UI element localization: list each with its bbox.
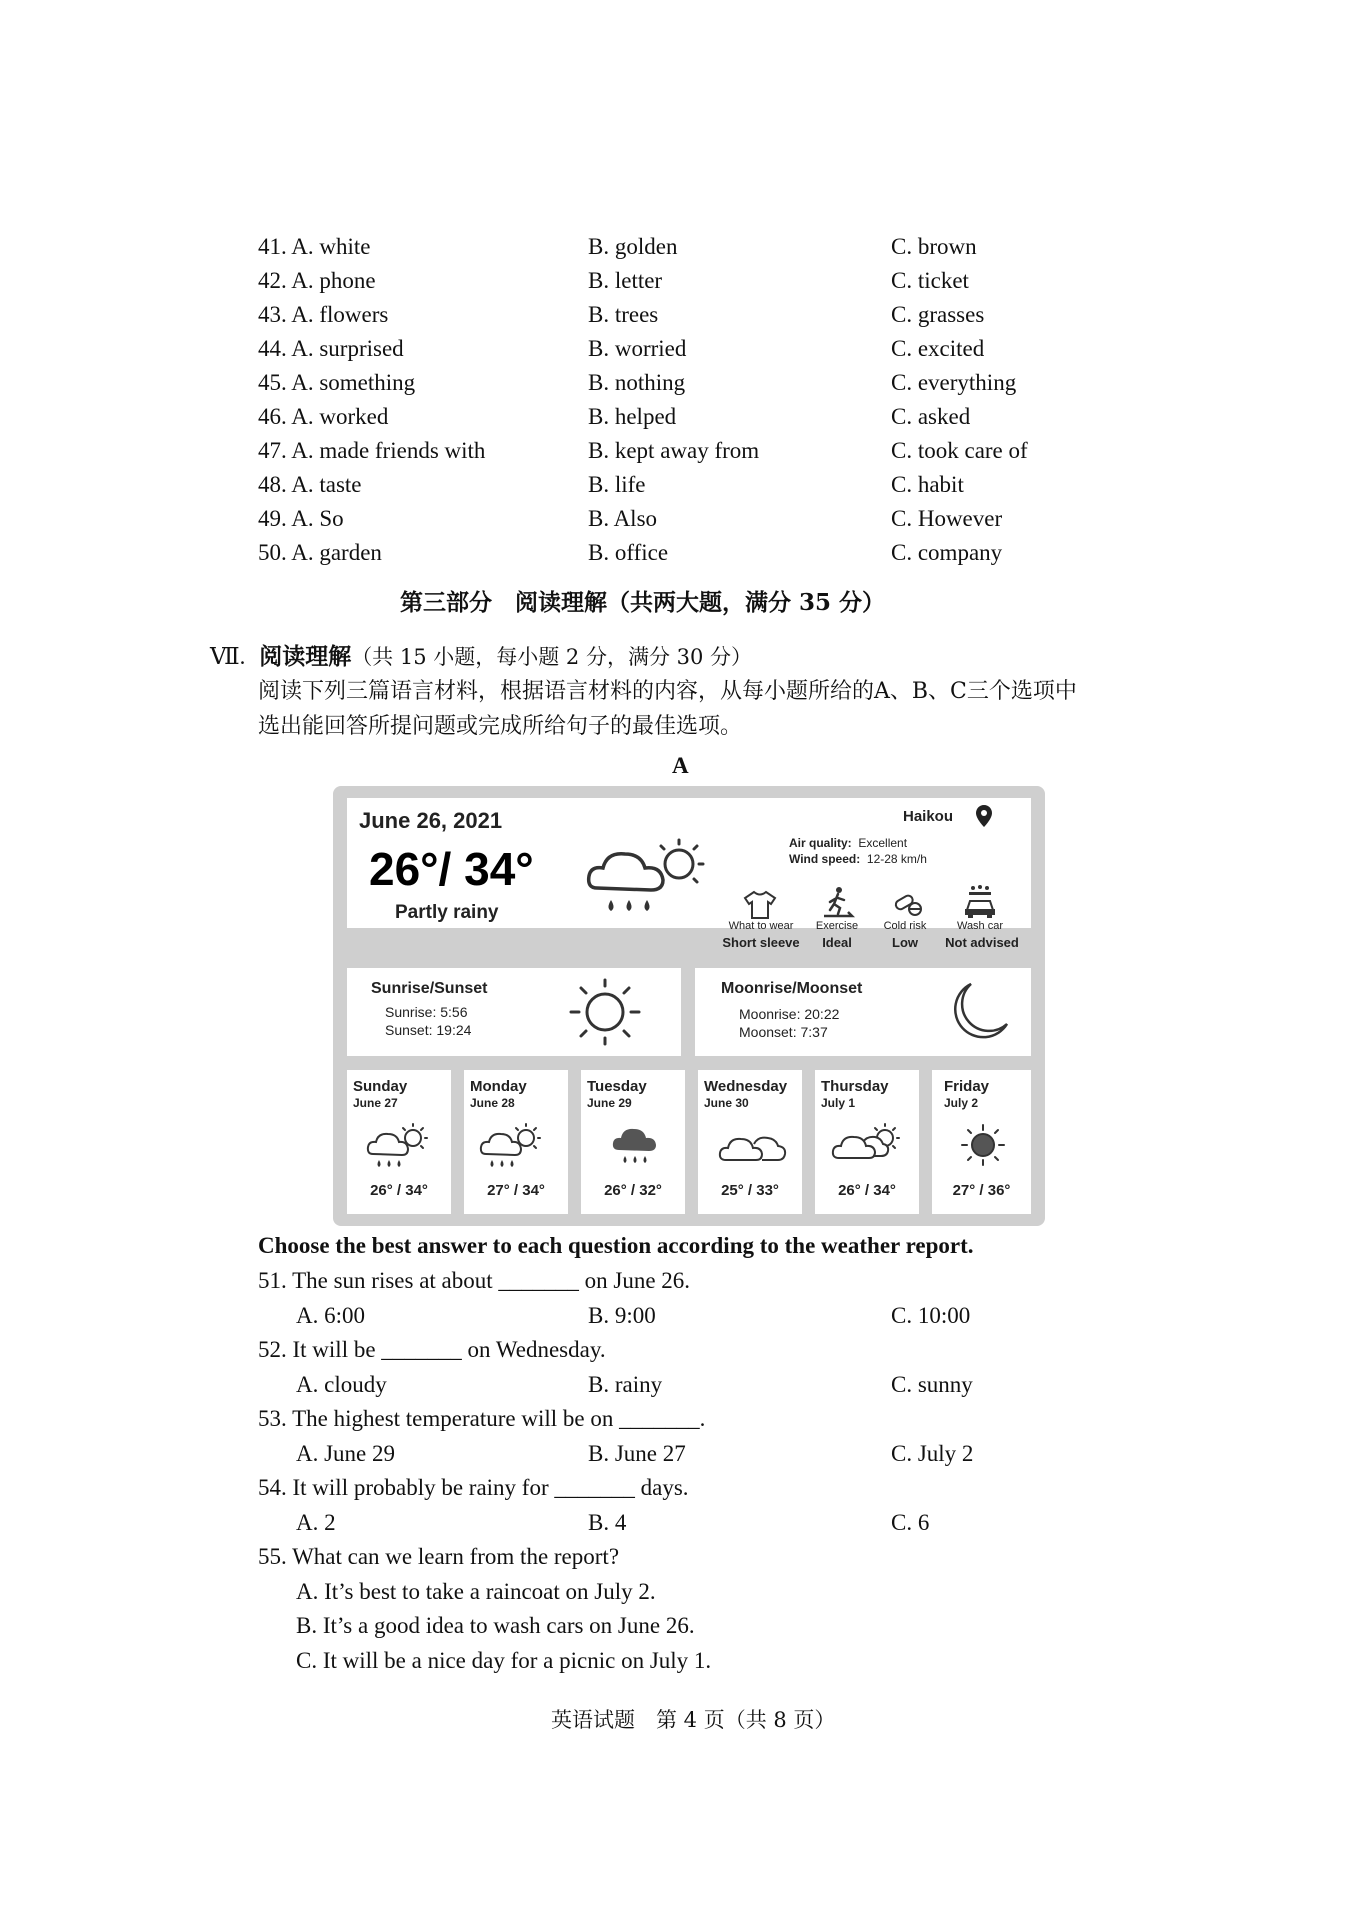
option-row — [0, 369, 1356, 403]
forecast-temp: 26° / 34° — [838, 1182, 896, 1199]
moon-icon — [941, 980, 1011, 1044]
forecast-temp: 25° / 33° — [721, 1182, 779, 1199]
answer-option-b: B. 9:00 — [588, 1303, 656, 1328]
option-c: C. excited — [891, 336, 985, 361]
wind-speed: Wind speed: 12-28 km/h — [789, 852, 927, 866]
option-b: B. golden — [588, 234, 678, 259]
option-row — [0, 437, 1356, 471]
section-scoring: （共 15 小题，每小题 2 分，满分 30 分） — [351, 645, 753, 669]
option-row — [0, 335, 1356, 369]
forecast-date: June 28 — [470, 1096, 515, 1110]
partly-rainy-icon — [583, 826, 723, 926]
index-value: Not advised — [945, 935, 1019, 950]
sunset-time: Sunset: 19:24 — [385, 1022, 472, 1038]
option-c: C. company — [891, 540, 1003, 565]
today-panel — [347, 798, 1031, 950]
forecast-day: Wednesday — [704, 1078, 788, 1095]
option-row — [0, 471, 1356, 505]
treadmill-icon — [822, 886, 854, 920]
moon-title: Moonrise/Moonset — [721, 980, 863, 997]
index-label: What to wear — [728, 920, 794, 932]
sunrise-panel — [347, 968, 681, 1056]
city-name: Haikou — [903, 808, 954, 825]
forecast-date: June 29 — [587, 1096, 632, 1110]
option-row — [0, 233, 1356, 267]
sun-icon — [565, 976, 645, 1048]
forecast-day: Sunday — [353, 1078, 408, 1095]
answer-option-a: A. 2 — [296, 1510, 336, 1535]
answer-option-a: A. It’s best to take a raincoat on July 2. — [296, 1579, 656, 1604]
option-c: C. grasses — [891, 302, 985, 327]
section-header — [210, 643, 752, 671]
sun-title: Sunrise/Sunset — [371, 980, 488, 997]
moonrise-panel — [695, 968, 1031, 1056]
moonrise-time: Moonrise: 20:22 — [739, 1006, 840, 1022]
index-label: Cold risk — [883, 920, 927, 932]
car-wash-icon — [963, 884, 997, 920]
option-a: 44. A. surprised — [258, 336, 404, 361]
location-pin-icon — [975, 804, 993, 828]
option-a: 42. A. phone — [258, 268, 376, 293]
option-c: C. However — [891, 506, 1003, 531]
forecast-card-monday — [464, 1070, 568, 1214]
option-a: 43. A. flowers — [258, 302, 389, 327]
option-row — [0, 301, 1356, 335]
report-date: June 26, 2021 — [359, 808, 503, 833]
answer-option-c: C. 6 — [891, 1510, 930, 1535]
answer-option-b: B. June 27 — [588, 1441, 686, 1466]
forecast-date: June 27 — [353, 1096, 398, 1110]
section-title: 阅读理解 — [259, 643, 352, 670]
answer-option-a: A. cloudy — [296, 1372, 387, 1397]
partly-cloudy-icon — [831, 1120, 905, 1166]
option-a: 49. A. So — [258, 506, 344, 531]
weather-report — [333, 786, 1045, 1226]
index-value: Ideal — [822, 935, 852, 950]
index-label: Exercise — [815, 920, 859, 932]
option-a: 48. A. taste — [258, 472, 362, 497]
option-a: 46. A. worked — [258, 404, 389, 429]
forecast-temp: 27° / 36° — [952, 1182, 1011, 1199]
forecast-card-sunday — [347, 1070, 451, 1214]
option-b: B. letter — [588, 268, 663, 293]
option-c: C. habit — [891, 472, 964, 497]
current-condition: Partly rainy — [395, 902, 499, 923]
option-a: 45. A. something — [258, 370, 416, 395]
forecast-day: Monday — [470, 1078, 527, 1095]
forecast-date: June 30 — [704, 1096, 749, 1110]
questions-intro: Choose the best answer to each question according to the weather report. — [258, 1233, 974, 1258]
option-a: 47. A. made friends with — [258, 438, 486, 463]
instruction-line: 选出能回答所提问题或完成所给句子的最佳选项。 — [258, 714, 743, 739]
forecast-card-wednesday — [698, 1070, 802, 1214]
answer-option-a: A. 6:00 — [296, 1303, 365, 1328]
section-number: Ⅶ. — [210, 644, 246, 669]
forecast-temp: 27° / 34° — [487, 1182, 545, 1199]
option-b: B. Also — [588, 506, 658, 531]
passage-label: A — [672, 753, 689, 778]
option-b: B. helped — [588, 404, 677, 429]
option-c: C. everything — [891, 370, 1017, 395]
answer-option-b: B. 4 — [588, 1510, 627, 1535]
option-a: 41. A. white — [258, 234, 371, 259]
forecast-temp: 26° / 32° — [604, 1182, 662, 1199]
question-stem: 52. It will be _______ on Wednesday. — [258, 1337, 606, 1362]
forecast-temp: 26° / 34° — [370, 1182, 428, 1199]
forecast-card-thursday — [815, 1070, 919, 1214]
answer-option-a: A. June 29 — [296, 1441, 396, 1466]
answer-option-c: C. sunny — [891, 1372, 973, 1397]
forecast-date: July 1 — [821, 1096, 856, 1110]
cloud-icon — [718, 1126, 788, 1166]
index-label: Wash car — [956, 920, 1004, 932]
question-stem: 55. What can we learn from the report? — [258, 1544, 620, 1569]
option-b: B. life — [588, 472, 646, 497]
answer-option-b: B. It’s a good idea to wash cars on June 26. — [296, 1613, 695, 1638]
answer-option-b: B. rainy — [588, 1372, 663, 1397]
page-footer: 英语试题 第 4 页（共 8 页） — [551, 1708, 836, 1732]
answer-option-c: C. It will be a nice day for a picnic on July 1. — [296, 1648, 712, 1673]
forecast-day: Friday — [944, 1078, 990, 1095]
instruction-line: 阅读下列三篇语言材料，根据语言材料的内容，从每小题所给的A、B、C三个选项中 — [258, 679, 1077, 704]
option-b: B. office — [588, 540, 669, 565]
sunrise-time: Sunrise: 5:56 — [385, 1004, 468, 1020]
option-b: B. nothing — [588, 370, 686, 395]
forecast-card-tuesday — [581, 1070, 685, 1214]
pill-icon — [892, 890, 924, 918]
air-quality: Air quality: Excellent — [789, 836, 908, 850]
option-b: B. kept away from — [588, 438, 760, 463]
shirt-icon — [743, 890, 777, 920]
sun-icon — [958, 1122, 1008, 1168]
partly-rainy-icon — [365, 1120, 435, 1172]
option-row — [0, 505, 1356, 539]
current-temp: 26°/ 34° — [369, 843, 534, 895]
answer-option-c: C. July 2 — [891, 1441, 974, 1466]
forecast-day: Thursday — [821, 1078, 889, 1095]
option-a: 50. A. garden — [258, 540, 382, 565]
index-value: Short sleeve — [722, 935, 800, 950]
partly-rainy-icon — [478, 1120, 548, 1172]
option-row — [0, 539, 1356, 573]
option-b: B. worried — [588, 336, 687, 361]
rain-icon — [611, 1122, 661, 1172]
option-row — [0, 267, 1356, 301]
option-c: C. ticket — [891, 268, 969, 293]
moonset-time: Moonset: 7:37 — [739, 1024, 828, 1040]
forecast-card-friday — [932, 1070, 1031, 1214]
option-row — [0, 403, 1356, 437]
question-stem: 53. The highest temperature will be on _______. — [258, 1406, 706, 1431]
option-c: C. asked — [891, 404, 971, 429]
forecast-day: Tuesday — [587, 1078, 647, 1095]
index-value: Low — [892, 935, 918, 950]
option-c: C. brown — [891, 234, 977, 259]
part-title: 第三部分 阅读理解（共两大题，满分 35 分） — [400, 589, 886, 616]
question-stem: 54. It will probably be rainy for _______ days. — [258, 1475, 689, 1500]
question-stem: 51. The sun rises at about _______ on June 26. — [258, 1268, 691, 1293]
answer-option-c: C. 10:00 — [891, 1303, 971, 1328]
option-c: C. took care of — [891, 438, 1028, 463]
option-b: B. trees — [588, 302, 659, 327]
forecast-date: July 2 — [944, 1096, 979, 1110]
